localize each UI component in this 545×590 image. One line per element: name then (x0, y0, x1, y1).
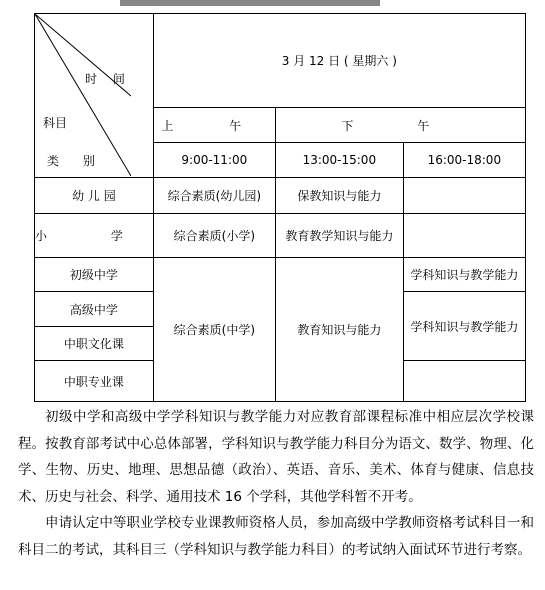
primary-subject-3 (403, 214, 525, 258)
category-kindergarten: 幼 儿 园 (35, 178, 154, 214)
primary-subject-1: 综合素质(小学) (153, 214, 275, 258)
kindergarten-subject-2: 保教知识与能力 (275, 178, 403, 214)
senior-high-subject-3: 学科知识与教学能力 (403, 292, 525, 361)
notes-section (18, 404, 534, 563)
header-corner-cell (35, 14, 154, 178)
exam-schedule-table (34, 13, 526, 402)
corner-category-label: 类 别 (47, 154, 105, 168)
junior-high-subject-3: 学科知识与教学能力 (403, 258, 525, 292)
vocational-specialty-subject-3 (403, 361, 525, 402)
corner-time-label: 时 间 (85, 72, 131, 86)
category-vocational-general: 中职文化课 (35, 327, 154, 361)
primary-subject-2: 教育教学知识与能力 (275, 214, 403, 258)
morning-period: 上 午 (153, 108, 275, 143)
kindergarten-subject-1: 综合素质(幼儿园) (153, 178, 275, 214)
afternoon-period: 下 午 (275, 108, 525, 143)
note-paragraph-2: 申请认定中等职业学校专业课教师资格人员，参加高级中学教师资格考试科目一和科目二的考试，其科目三（学科知识与教学能力科目）的考试纳入面试环节进行考察。 (18, 515, 534, 558)
exam-date: 3 月 12 日 ( 星期六 ) (153, 14, 525, 108)
category-senior-high: 高级中学 (35, 292, 154, 327)
secondary-subject-2: 教育知识与能力 (275, 258, 403, 402)
secondary-subject-1: 综合素质(中学) (153, 258, 275, 402)
cropped-heading-fragment (120, 0, 380, 6)
time-slot-2: 13:00-15:00 (275, 143, 403, 178)
time-slot-3: 16:00-18:00 (403, 143, 525, 178)
category-vocational-specialty: 中职专业课 (35, 361, 154, 402)
kindergarten-subject-3 (403, 178, 525, 214)
time-slot-1: 9:00-11:00 (153, 143, 275, 178)
category-primary: 小 学 (35, 214, 154, 258)
note-paragraph-1: 初级中学和高级中学学科知识与教学能力对应教育部课程标准中相应层次学校课程。按教育部考试中心总体部署，学科知识与教学能力科目分为语文、数学、物理、化学、生物、历史、地理、思想品德（政治）、英语、音乐、美术、体育与健康、信息技术、历史与社会、科学、通用技术 16 个学科，其他学科暂不开考。 (18, 409, 534, 505)
category-junior-high: 初级中学 (35, 258, 154, 292)
corner-subject-label: 科目 (43, 116, 68, 130)
